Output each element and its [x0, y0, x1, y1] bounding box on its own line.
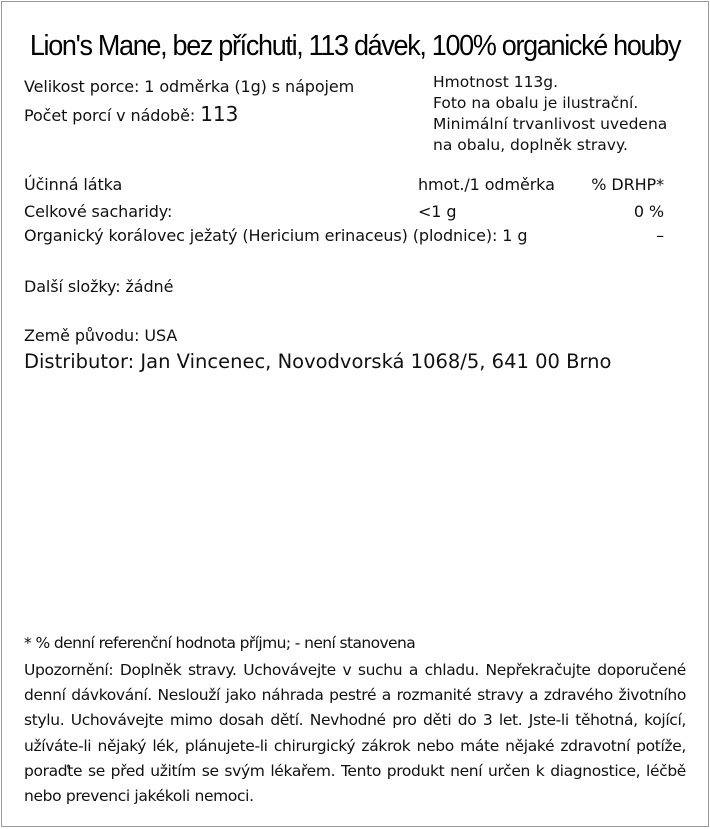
serving-size: Velikost porce: 1 odměrka (1g) s nápojem	[24, 77, 355, 96]
footnote: * % denní referenční hodnota příjmu; - není stanovena	[24, 634, 416, 652]
servings-value: 113	[200, 102, 239, 126]
row-name: Organický korálovec ježatý (Hericium erinaceus) (plodnice): 1 g	[24, 226, 528, 245]
product-label	[1, 1, 709, 827]
distributor: Distributor: Jan Vincenec, Novodvorská 1068/5, 641 00 Brno	[24, 350, 612, 373]
package-info-line: Minimální trvanlivost uvedena	[433, 115, 668, 133]
warning-text: Upozornění: Doplněk stravy. Uchovávejte v suchu a chladu. Nepřekračujte doporučené denní dávkování. Neslouží jako náhrada pestré a rozmanité stravy a zdravého životního stylu. Uchovávejte mimo dosah dětí. Nevhodné pro děti do 3 let. Jste-li těhotná, kojící, užíváte-li nějaký lék, plánujete-li chirurgický zákrok nebo máte nějaké zdravotní potíže, poraďte se před užitím se svým lékařem. Tento produkt není určen k diagnostice, léčbě nebo prevenci jakékoli nemoci.	[24, 661, 686, 806]
package-info-line: na obalu, doplněk stravy.	[433, 136, 628, 154]
package-info-line: Hmotnost 113g.	[433, 73, 559, 91]
package-info	[433, 72, 688, 156]
servings-label: Počet porcí v nádobě:	[24, 106, 196, 125]
country-of-origin: Země původu: USA	[24, 326, 178, 345]
col-header-ingredient: Účinná látka	[24, 175, 123, 194]
col-header-amount: hmot./1 odměrka	[418, 175, 555, 194]
servings-per-container	[24, 102, 238, 126]
row-drhp: 0 %	[633, 202, 664, 221]
row-name: Celkové sacharidy:	[24, 202, 173, 221]
row-drhp: –	[656, 226, 664, 245]
product-title: Lion's Mane, bez příchuti, 113 dávek, 100% organické houby	[29, 30, 681, 62]
other-ingredients: Další složky: žádné	[24, 277, 174, 296]
package-info-line: Foto na obalu je ilustrační.	[433, 94, 639, 112]
row-amount: <1 g	[418, 202, 457, 221]
col-header-drhp: % DRHP*	[591, 175, 664, 194]
